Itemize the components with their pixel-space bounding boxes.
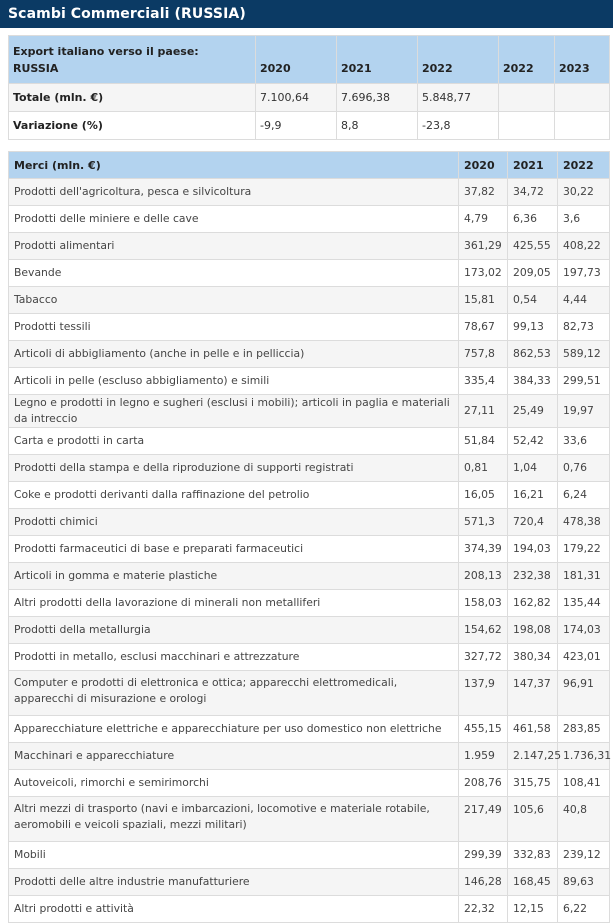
- export-header-title: Export italiano verso il paese:: [13, 45, 199, 58]
- goods-value-cell: 3,6: [558, 206, 610, 233]
- export-value-cell: -9,9: [256, 112, 337, 140]
- export-header-country: RUSSIA: [13, 62, 59, 76]
- goods-row-label: Computer e prodotti di elettronica e ottica; apparecchi elettromedicali, apparecchi di misurazione e orologi: [9, 671, 459, 716]
- export-value-cell: [499, 84, 555, 112]
- goods-value-cell: 108,41: [558, 770, 610, 797]
- goods-row: [9, 716, 610, 743]
- goods-value-cell: 22,32: [459, 896, 508, 923]
- goods-row: [9, 869, 610, 896]
- goods-value-cell: 89,63: [558, 869, 610, 896]
- goods-value-cell: 15,81: [459, 287, 508, 314]
- goods-row-label: Prodotti farmaceutici di base e preparati farmaceutici: [9, 536, 459, 563]
- goods-value-cell: 283,85: [558, 716, 610, 743]
- goods-row-label: Prodotti della metallurgia: [9, 617, 459, 644]
- goods-row: [9, 482, 610, 509]
- goods-value-cell: 99,13: [508, 314, 558, 341]
- goods-value-cell: 299,39: [459, 842, 508, 869]
- goods-row-label: Bevande: [9, 260, 459, 287]
- goods-value-cell: 52,42: [508, 428, 558, 455]
- export-row-label: Variazione (%): [9, 112, 256, 140]
- goods-value-cell: 589,12: [558, 341, 610, 368]
- goods-row-label: Altri prodotti e attività: [9, 896, 459, 923]
- goods-row-label: Tabacco: [9, 287, 459, 314]
- goods-value-cell: 78,67: [459, 314, 508, 341]
- goods-value-cell: 19,97: [558, 395, 610, 428]
- goods-value-cell: 1.736,31: [558, 743, 610, 770]
- goods-value-cell: 327,72: [459, 644, 508, 671]
- goods-row-label: Prodotti alimentari: [9, 233, 459, 260]
- goods-value-cell: 33,6: [558, 428, 610, 455]
- goods-row-label: Prodotti della stampa e della riproduzione di supporti registrati: [9, 455, 459, 482]
- goods-value-cell: 478,38: [558, 509, 610, 536]
- goods-value-cell: 37,82: [459, 179, 508, 206]
- goods-value-cell: 174,03: [558, 617, 610, 644]
- goods-value-cell: 6,22: [558, 896, 610, 923]
- goods-value-cell: 40,8: [558, 797, 610, 842]
- goods-row: [9, 428, 610, 455]
- goods-value-cell: 0,76: [558, 455, 610, 482]
- goods-value-cell: 208,76: [459, 770, 508, 797]
- goods-value-cell: 6,24: [558, 482, 610, 509]
- goods-value-cell: 408,22: [558, 233, 610, 260]
- goods-value-cell: 25,49: [508, 395, 558, 428]
- export-value-cell: [555, 84, 610, 112]
- goods-value-cell: 34,72: [508, 179, 558, 206]
- goods-row-label: Coke e prodotti derivanti dalla raffinazione del petrolio: [9, 482, 459, 509]
- goods-value-cell: 361,29: [459, 233, 508, 260]
- goods-row: [9, 842, 610, 869]
- export-value-cell: [555, 112, 610, 140]
- goods-row-label: Macchinari e apparecchiature: [9, 743, 459, 770]
- goods-value-cell: 27,11: [459, 395, 508, 428]
- export-table: [8, 35, 610, 140]
- page-title: Scambi Commerciali (RUSSIA): [0, 0, 613, 28]
- goods-row-label: Legno e prodotti in legno e sugheri (esclusi i mobili); articoli in paglia e materiali da intreccio: [9, 395, 459, 428]
- goods-value-cell: 380,34: [508, 644, 558, 671]
- goods-value-cell: 158,03: [459, 590, 508, 617]
- goods-value-cell: 146,28: [459, 869, 508, 896]
- goods-value-cell: 162,82: [508, 590, 558, 617]
- goods-value-cell: 30,22: [558, 179, 610, 206]
- export-row-label: Totale (mln. €): [9, 84, 256, 112]
- goods-value-cell: 16,21: [508, 482, 558, 509]
- goods-value-cell: 4,79: [459, 206, 508, 233]
- goods-row-label: Mobili: [9, 842, 459, 869]
- export-header-label: [9, 36, 256, 84]
- export-value-cell: 7.100,64: [256, 84, 337, 112]
- goods-value-cell: 1,04: [508, 455, 558, 482]
- goods-value-cell: 137,9: [459, 671, 508, 716]
- goods-row-label: Altri prodotti della lavorazione di minerali non metalliferi: [9, 590, 459, 617]
- goods-value-cell: 12,15: [508, 896, 558, 923]
- goods-row: [9, 455, 610, 482]
- export-value-cell: -23,8: [418, 112, 499, 140]
- goods-value-cell: 105,6: [508, 797, 558, 842]
- goods-row: [9, 896, 610, 923]
- goods-row: [9, 395, 610, 428]
- export-year-header: 2021: [337, 36, 418, 84]
- export-header-row: [9, 36, 610, 84]
- goods-value-cell: 315,75: [508, 770, 558, 797]
- goods-value-cell: 82,73: [558, 314, 610, 341]
- goods-value-cell: 423,01: [558, 644, 610, 671]
- goods-row: [9, 797, 610, 842]
- goods-value-cell: 51,84: [459, 428, 508, 455]
- goods-value-cell: 239,12: [558, 842, 610, 869]
- goods-row: [9, 287, 610, 314]
- export-value-cell: 7.696,38: [337, 84, 418, 112]
- goods-table: [8, 151, 610, 923]
- goods-value-cell: 208,13: [459, 563, 508, 590]
- goods-value-cell: 197,73: [558, 260, 610, 287]
- goods-row: [9, 743, 610, 770]
- goods-value-cell: 96,91: [558, 671, 610, 716]
- goods-row: [9, 590, 610, 617]
- goods-value-cell: 168,45: [508, 869, 558, 896]
- goods-row: [9, 341, 610, 368]
- goods-row-label: Prodotti delle miniere e delle cave: [9, 206, 459, 233]
- goods-value-cell: 425,55: [508, 233, 558, 260]
- goods-value-cell: 1.959: [459, 743, 508, 770]
- goods-row-label: Prodotti delle altre industrie manufatturiere: [9, 869, 459, 896]
- goods-value-cell: 335,4: [459, 368, 508, 395]
- goods-row: [9, 368, 610, 395]
- goods-value-cell: 0,81: [459, 455, 508, 482]
- goods-value-cell: 209,05: [508, 260, 558, 287]
- export-year-header: 2020: [256, 36, 337, 84]
- goods-value-cell: 194,03: [508, 536, 558, 563]
- goods-value-cell: 862,53: [508, 341, 558, 368]
- goods-row-label: Prodotti tessili: [9, 314, 459, 341]
- export-value-cell: 5.848,77: [418, 84, 499, 112]
- goods-value-cell: 0,54: [508, 287, 558, 314]
- goods-value-cell: 181,31: [558, 563, 610, 590]
- goods-row: [9, 644, 610, 671]
- goods-value-cell: 384,33: [508, 368, 558, 395]
- goods-row-label: Prodotti in metallo, esclusi macchinari e attrezzature: [9, 644, 459, 671]
- goods-value-cell: 147,37: [508, 671, 558, 716]
- goods-row: [9, 179, 610, 206]
- goods-row-label: Articoli in gomma e materie plastiche: [9, 563, 459, 590]
- goods-value-cell: 757,8: [459, 341, 508, 368]
- export-value-cell: 8,8: [337, 112, 418, 140]
- export-row: [9, 112, 610, 140]
- goods-value-cell: 461,58: [508, 716, 558, 743]
- goods-value-cell: 299,51: [558, 368, 610, 395]
- goods-value-cell: 6,36: [508, 206, 558, 233]
- export-value-cell: [499, 112, 555, 140]
- goods-year-header: 2020: [459, 152, 508, 179]
- goods-value-cell: 173,02: [459, 260, 508, 287]
- goods-value-cell: 16,05: [459, 482, 508, 509]
- export-year-header: 2022: [418, 36, 499, 84]
- goods-value-cell: 4,44: [558, 287, 610, 314]
- goods-value-cell: 374,39: [459, 536, 508, 563]
- goods-row: [9, 536, 610, 563]
- goods-value-cell: 232,38: [508, 563, 558, 590]
- goods-row: [9, 509, 610, 536]
- goods-value-cell: 720,4: [508, 509, 558, 536]
- goods-value-cell: 198,08: [508, 617, 558, 644]
- goods-value-cell: 135,44: [558, 590, 610, 617]
- goods-row: [9, 563, 610, 590]
- goods-row: [9, 314, 610, 341]
- goods-row-label: Prodotti chimici: [9, 509, 459, 536]
- goods-value-cell: 217,49: [459, 797, 508, 842]
- goods-row-label: Articoli in pelle (escluso abbigliamento) e simili: [9, 368, 459, 395]
- goods-value-cell: 2.147,25: [508, 743, 558, 770]
- goods-value-cell: 332,83: [508, 842, 558, 869]
- goods-header-row: [9, 152, 610, 179]
- goods-value-cell: 154,62: [459, 617, 508, 644]
- goods-row-label: Altri mezzi di trasporto (navi e imbarcazioni, locomotive e materiale rotabile, aeromobili e veicoli spaziali, mezzi militari): [9, 797, 459, 842]
- goods-row-label: Prodotti dell'agricoltura, pesca e silvicoltura: [9, 179, 459, 206]
- goods-header-label: Merci (mln. €): [9, 152, 459, 179]
- goods-row: [9, 233, 610, 260]
- goods-year-header: 2022: [558, 152, 610, 179]
- goods-row: [9, 260, 610, 287]
- goods-row-label: Carta e prodotti in carta: [9, 428, 459, 455]
- goods-row: [9, 206, 610, 233]
- goods-value-cell: 455,15: [459, 716, 508, 743]
- goods-row: [9, 770, 610, 797]
- goods-value-cell: 179,22: [558, 536, 610, 563]
- export-year-header: 2022: [499, 36, 555, 84]
- goods-row: [9, 671, 610, 716]
- goods-year-header: 2021: [508, 152, 558, 179]
- export-row: [9, 84, 610, 112]
- export-year-header: 2023: [555, 36, 610, 84]
- goods-row: [9, 617, 610, 644]
- goods-row-label: Autoveicoli, rimorchi e semirimorchi: [9, 770, 459, 797]
- goods-row-label: Apparecchiature elettriche e apparecchiature per uso domestico non elettriche: [9, 716, 459, 743]
- goods-row-label: Articoli di abbigliamento (anche in pelle e in pelliccia): [9, 341, 459, 368]
- goods-value-cell: 571,3: [459, 509, 508, 536]
